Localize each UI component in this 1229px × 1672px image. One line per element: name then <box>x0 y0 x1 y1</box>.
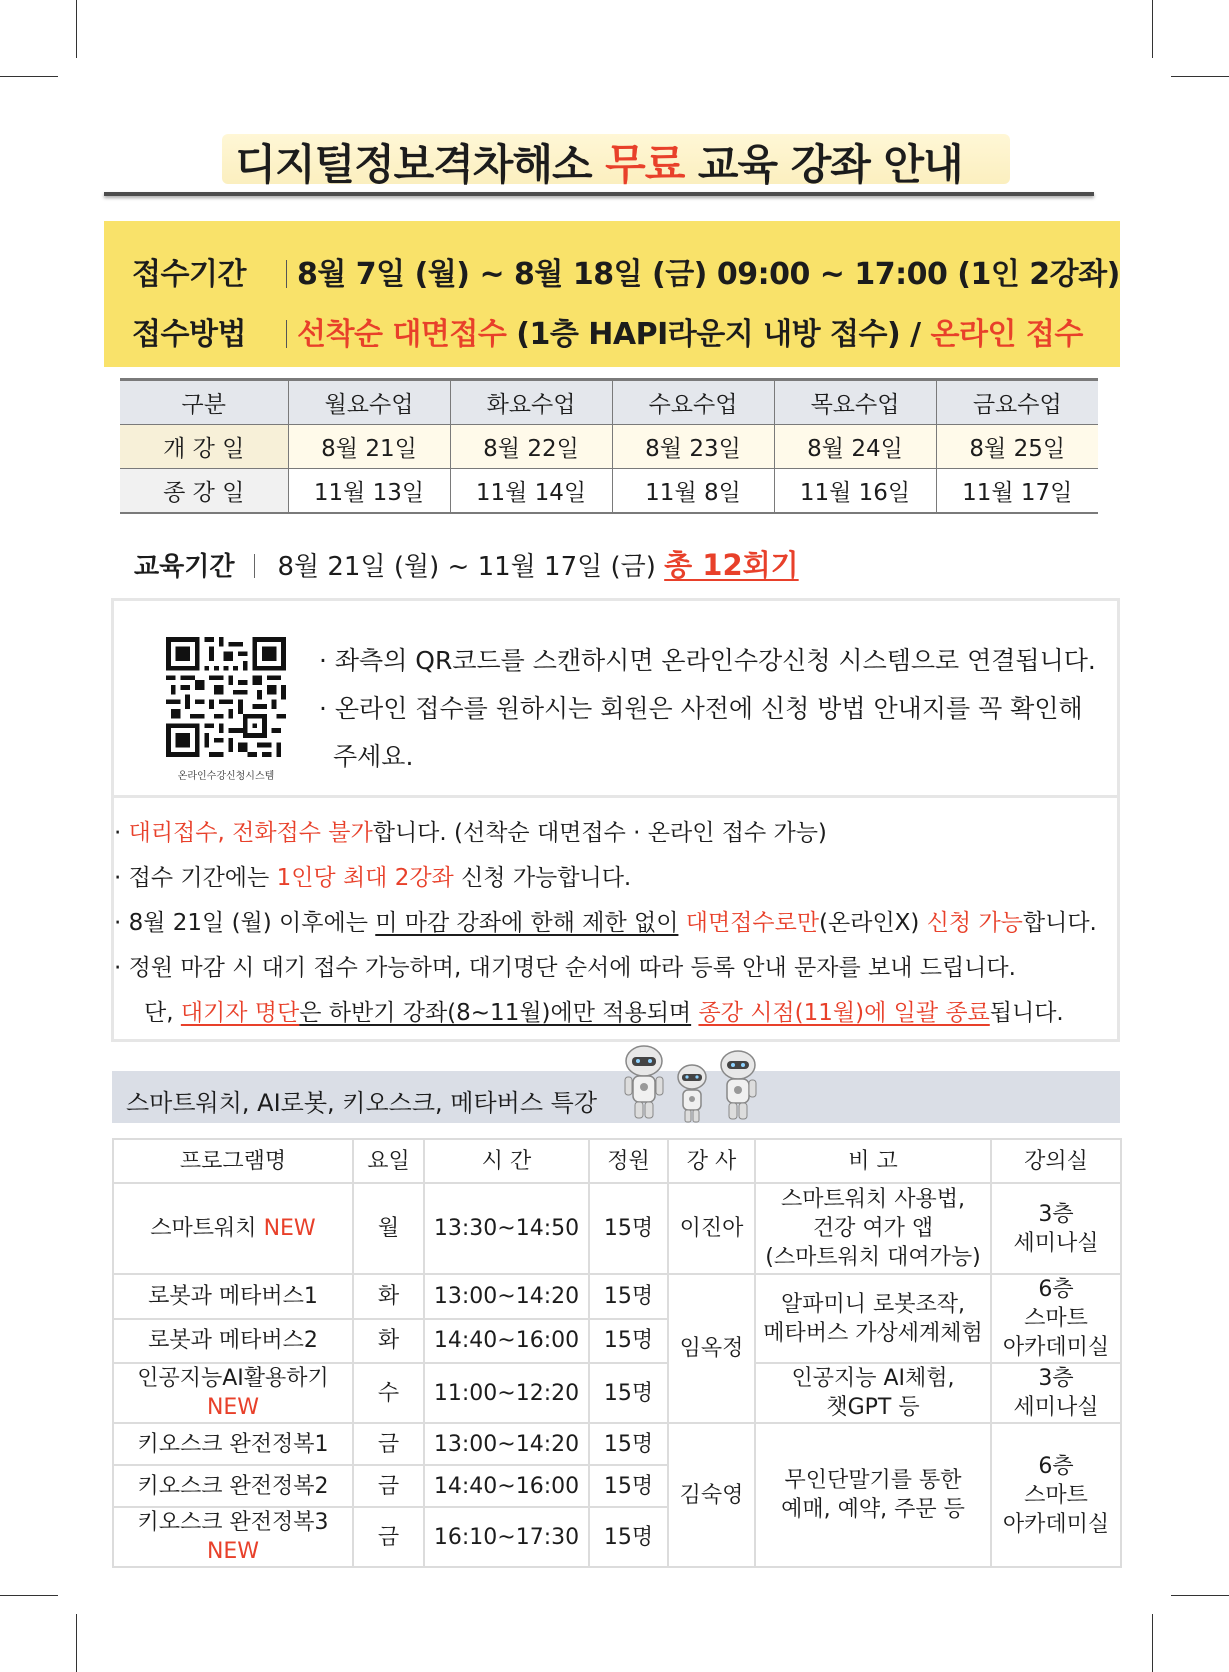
rule-emphasis: 대리접수, 전화접수 불가 <box>128 820 373 846</box>
education-total-sessions: 총 12회기 <box>664 548 799 582</box>
rule-text: 합니다. (선착순 대면접수 · 온라인 접수 가능) <box>372 820 827 846</box>
header-cell: 목요수업 <box>774 380 936 425</box>
divider <box>286 320 287 348</box>
divider <box>286 260 287 288</box>
education-period <box>134 543 799 584</box>
room-line: 세미나실 <box>1013 1395 1099 1420</box>
program-name: 키오스크 완전정복1 <box>113 1423 353 1465</box>
rule-text: · 접수 기간에는 <box>114 865 277 891</box>
crop-mark <box>1152 0 1153 58</box>
table-cell: 8월 24일 <box>774 425 936 469</box>
robots-illustration-icon <box>602 1043 782 1125</box>
header-cell: 월요수업 <box>288 380 450 425</box>
room-line: 6층 <box>1038 1453 1074 1479</box>
day-cell: 금 <box>353 1423 424 1465</box>
rule-emphasis: 대면접수로만 <box>685 910 820 936</box>
robot-icon <box>678 1065 706 1122</box>
rule-emphasis: 신청 가능 <box>926 910 1023 936</box>
table-row <box>113 1183 1121 1274</box>
instructor-cell: 김숙영 <box>668 1423 755 1567</box>
table-row <box>113 1274 1121 1319</box>
rule-text: 신청 가능합니다. <box>453 865 632 891</box>
table-header-row <box>113 1139 1121 1183</box>
divider <box>254 554 255 578</box>
rule-text: (온라인X) <box>819 910 927 936</box>
note-line: 예매, 예약, 주문 등 <box>781 1497 965 1522</box>
note-line: 챗GPT 등 <box>826 1395 920 1420</box>
note-line: 무인단말기를 통한 <box>784 1468 962 1493</box>
program-name-text: 인공지능AI활용하기 <box>137 1366 329 1391</box>
new-badge: NEW <box>206 1539 260 1564</box>
new-badge: NEW <box>206 1395 260 1420</box>
day-cell: 수 <box>353 1363 424 1423</box>
note-cell <box>755 1183 991 1274</box>
table-cell: 11월 16일 <box>774 469 936 513</box>
note-line: 알파미니 로봇조작, <box>780 1291 965 1317</box>
room-line: 세미나실 <box>1013 1230 1099 1256</box>
header-cell: 정원 <box>589 1139 668 1183</box>
reception-info-box <box>104 221 1120 367</box>
rule-underline: 은 하반기 강좌(8~11월)에만 적용되며 <box>299 1000 692 1026</box>
table-cell: 8월 23일 <box>612 425 774 469</box>
note-cell <box>755 1423 991 1567</box>
program-name: 로봇과 메타버스2 <box>113 1319 353 1364</box>
note-line: 인공지능 AI체험, <box>791 1366 955 1391</box>
time-cell: 14:40~16:00 <box>424 1465 589 1507</box>
rule-text <box>678 910 685 936</box>
program-name: 키오스크 완전정복2 <box>113 1465 353 1507</box>
table-cell: 8월 22일 <box>450 425 612 469</box>
qr-caption: 온라인수강신청시스템 <box>177 771 275 782</box>
table-cell: 11월 14일 <box>450 469 612 513</box>
program-name-text: 스마트워치 <box>150 1216 264 1241</box>
rule-item <box>114 991 1097 1036</box>
table-cell: 11월 13일 <box>288 469 450 513</box>
room-cell <box>991 1363 1121 1423</box>
reception-method-label: 접수방법 <box>132 317 246 352</box>
capacity-cell: 15명 <box>589 1274 668 1319</box>
header-cell: 강의실 <box>991 1139 1121 1183</box>
note-cell <box>755 1274 991 1363</box>
capacity-cell: 15명 <box>589 1183 668 1274</box>
crop-mark <box>76 1614 77 1672</box>
header-cell: 금요수업 <box>936 380 1098 425</box>
title-underline <box>104 192 1094 196</box>
qr-code-icon[interactable] <box>166 637 286 757</box>
capacity-cell: 15명 <box>589 1507 668 1567</box>
rule-item <box>114 901 1097 946</box>
rule-text: 합니다. <box>1022 910 1097 936</box>
rule-emphasis: 1인당 최대 2강좌 <box>276 865 454 891</box>
note-line: 건강 여가 앱 <box>812 1216 934 1241</box>
rule-text: · 8월 21일 (월) 이후에는 <box>114 910 376 936</box>
header-cell: 시 간 <box>424 1139 589 1183</box>
table-cell: 11월 17일 <box>936 469 1098 513</box>
notice-box <box>111 598 1120 1042</box>
time-cell: 13:00~14:20 <box>424 1423 589 1465</box>
header-cell: 수요수업 <box>612 380 774 425</box>
reception-period-label: 접수기간 <box>132 257 246 292</box>
program-name <box>113 1363 353 1423</box>
qr-instruction-line: 주세요. <box>333 742 414 771</box>
table-row <box>113 1423 1121 1465</box>
title-free-highlight: 무료 <box>605 140 685 189</box>
special-course-banner <box>112 1071 1120 1123</box>
program-name: 로봇과 메타버스1 <box>113 1274 353 1319</box>
crop-mark <box>0 76 58 77</box>
title-part: 디지털정보격차해소 <box>235 140 606 189</box>
table-cell: 8월 25일 <box>936 425 1098 469</box>
new-badge: NEW <box>263 1216 316 1241</box>
table-row-end-date <box>120 469 1098 513</box>
room-line: 아카데미실 <box>1002 1335 1110 1360</box>
table-row-start-date <box>120 425 1098 469</box>
room-cell <box>991 1274 1121 1363</box>
instructor-cell: 임옥정 <box>668 1274 755 1423</box>
day-cell: 금 <box>353 1507 424 1567</box>
bullet: · <box>114 820 129 846</box>
header-cell: 비 고 <box>755 1139 991 1183</box>
row-label: 개 강 일 <box>120 425 288 469</box>
note-line: 메타버스 가상세계체험 <box>763 1320 983 1346</box>
note-line: 스마트워치 사용법, <box>780 1187 965 1212</box>
banner-title: 스마트워치, AI로봇, 키오스크, 메타버스 특강 <box>126 1089 598 1117</box>
title-part: 교육 강좌 안내 <box>684 140 963 189</box>
program-name <box>113 1183 353 1274</box>
capacity-cell: 15명 <box>589 1319 668 1364</box>
reception-method-row <box>132 309 1083 353</box>
education-period-label: 교육기간 <box>134 552 235 582</box>
reception-period-value: 8월 7일 (월) ~ 8월 18일 (금) 09:00 ~ 17:00 (1인 2강좌) <box>297 257 1120 292</box>
header-cell: 요일 <box>353 1139 424 1183</box>
day-cell: 월 <box>353 1183 424 1274</box>
header-cell: 화요수업 <box>450 380 612 425</box>
room-cell <box>991 1183 1121 1274</box>
room-line: 3층 <box>1038 1201 1074 1227</box>
note-line: (스마트워치 대여가능) <box>765 1245 981 1270</box>
qr-instruction-line: · 좌측의 QR코드를 스캔하시면 온라인수강신청 시스템으로 연결됩니다. <box>319 646 1096 675</box>
crop-mark <box>1171 1595 1229 1596</box>
robot-icon <box>721 1051 756 1119</box>
page-title <box>104 132 1094 192</box>
schedule-table <box>120 378 1098 514</box>
rule-item <box>114 856 1097 901</box>
reception-method-online: 온라인 접수 <box>930 317 1083 352</box>
rule-item: · 정원 마감 시 대기 접수 가능하며, 대기명단 순서에 따라 등록 안내 문자를 보내 드립니다. <box>114 955 1016 981</box>
rule-emphasis: 종강 시점(11월)에 일괄 종료 <box>698 1000 990 1026</box>
time-cell: 16:10~17:30 <box>424 1507 589 1567</box>
qr-instruction-line: · 온라인 접수를 원하시는 회원은 사전에 신청 방법 안내지를 꼭 확인해 <box>319 694 1083 723</box>
header-cell: 강 사 <box>668 1139 755 1183</box>
header-cell: 프로그램명 <box>113 1139 353 1183</box>
crop-mark <box>0 1595 58 1596</box>
time-cell: 11:00~12:20 <box>424 1363 589 1423</box>
rule-underline: 미 마감 강좌에 한해 제한 없이 <box>375 910 679 936</box>
capacity-cell: 15명 <box>589 1363 668 1423</box>
time-cell: 14:40~16:00 <box>424 1319 589 1364</box>
table-cell: 11월 8일 <box>612 469 774 513</box>
program-name <box>113 1507 353 1567</box>
table-row <box>113 1363 1121 1423</box>
reception-method-onsite: 선착순 대면접수 <box>297 317 507 352</box>
rule-emphasis: 대기자 명단 <box>180 1000 300 1026</box>
time-cell: 13:30~14:50 <box>424 1183 589 1274</box>
row-label: 종 강 일 <box>120 469 288 513</box>
room-line: 6층 <box>1038 1277 1074 1302</box>
qr-instructions <box>319 637 1096 781</box>
crop-mark <box>76 0 77 58</box>
day-cell: 화 <box>353 1319 424 1364</box>
room-line: 3층 <box>1038 1366 1074 1391</box>
rule-text: 단, <box>144 1000 181 1026</box>
program-table <box>112 1138 1122 1568</box>
crop-mark <box>1152 1614 1153 1672</box>
table-cell: 8월 21일 <box>288 425 450 469</box>
reception-period-row <box>132 249 1120 293</box>
rule-text: 됩니다. <box>989 1000 1064 1026</box>
header-cell: 구분 <box>120 380 288 425</box>
capacity-cell: 15명 <box>589 1465 668 1507</box>
instructor-cell: 이진아 <box>668 1183 755 1274</box>
notice-divider <box>114 795 1117 798</box>
robot-icon <box>625 1046 663 1118</box>
table-header-row <box>120 380 1098 425</box>
page-title-block <box>104 122 1094 200</box>
room-cell <box>991 1423 1121 1567</box>
time-cell: 13:00~14:20 <box>424 1274 589 1319</box>
crop-mark <box>1171 76 1229 77</box>
education-period-value: 8월 21일 (월) ~ 11월 17일 (금) <box>277 552 665 582</box>
room-line: 스마트 <box>1024 1306 1088 1331</box>
capacity-cell: 15명 <box>589 1423 668 1465</box>
room-line: 스마트 <box>1024 1482 1088 1508</box>
program-name-text: 키오스크 완전정복3 <box>137 1510 329 1535</box>
rule-item <box>114 811 1097 856</box>
reception-method-detail: (1층 HAPI라운지 내방 접수) / <box>506 317 931 352</box>
rules-list <box>114 811 1097 1036</box>
note-cell <box>755 1363 991 1423</box>
day-cell: 화 <box>353 1274 424 1319</box>
room-line: 아카데미실 <box>1002 1511 1110 1537</box>
day-cell: 금 <box>353 1465 424 1507</box>
